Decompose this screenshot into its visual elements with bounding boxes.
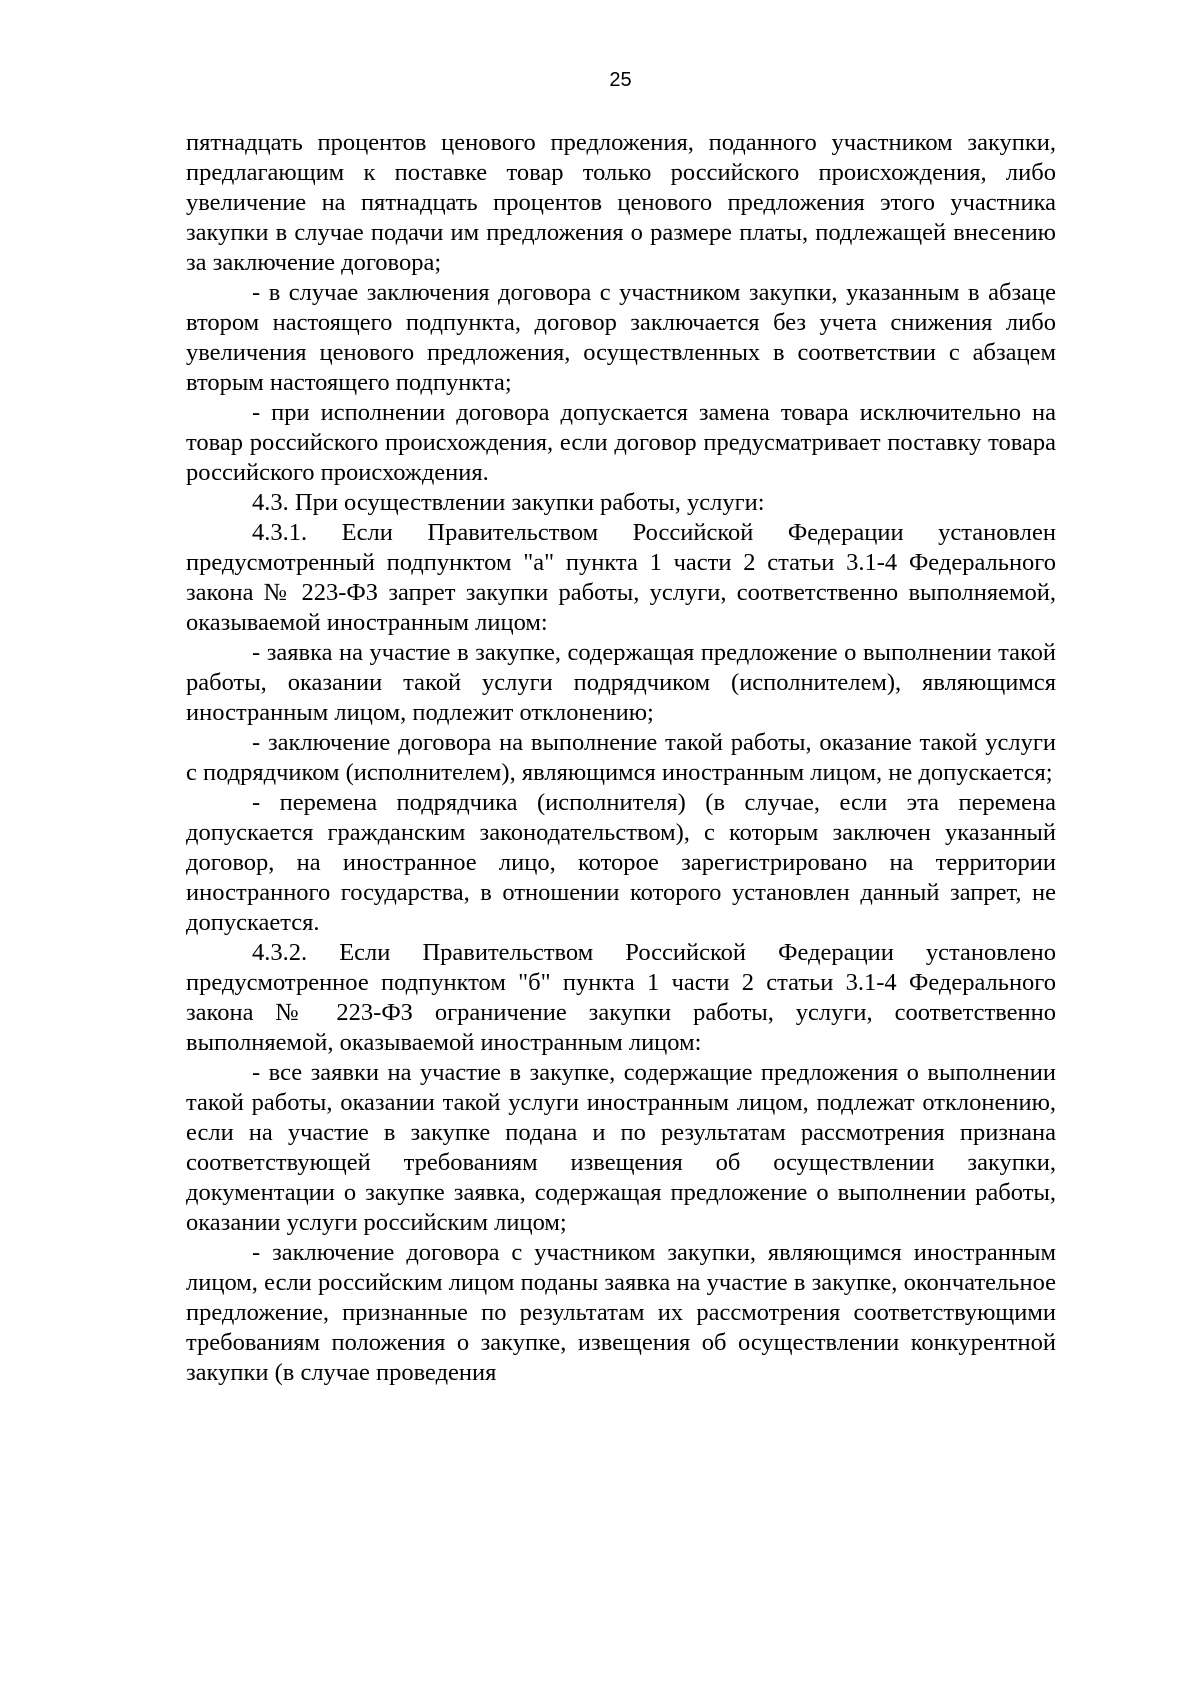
paragraph: - заключение договора на выполнение такой работы, оказание такой услуги с подрядчиком (исполнителем), являющимся иностранным лицом, не допускается;: [186, 729, 1056, 786]
paragraph: пятнадцать процентов ценового предложения, поданного участником закупки, предлагающим к поставке товар только российского происхождения, либо увеличение на пятнадцать процентов ценового предложения этого участника закупки в случае подачи им предложения о размере платы, подлежащей внесению за заключение договора;: [186, 129, 1056, 276]
paragraph: - в случае заключения договора с участником закупки, указанным в абзаце втором настоящего подпункта, договор заключается без учета снижения либо увеличения ценового предложения, осуществленных в соответствии с абзацем вторым настоящего подпункта;: [186, 279, 1056, 396]
paragraph: - заключение договора с участником закупки, являющимся иностранным лицом, если российским лицом поданы заявка на участие в закупке, окончательное предложение, признанные по результатам их рассмотрения соответствующими требованиям положения о закупке, извещения об осуществлении конкурентной закупки (в случае проведения: [186, 1239, 1056, 1386]
paragraph: 4.3.1. Если Правительством Российской Федерации установлен предусмотренный подпунктом "а" пункта 1 части 2 статьи 3.1-4 Федерального закона № 223-ФЗ запрет закупки работы, услуги, соответственно выполняемой, оказываемой иностранным лицом:: [186, 519, 1056, 636]
paragraph: 4.3.2. Если Правительством Российской Федерации установлено предусмотренное подпунктом "б" пункта 1 части 2 статьи 3.1-4 Федерального закона № 223-ФЗ ограничение закупки работы, услуги, соответственно выполняемой, оказываемой иностранным лицом:: [186, 939, 1056, 1056]
paragraph: - все заявки на участие в закупке, содержащие предложения о выполнении такой работы, оказании такой услуги иностранным лицом, подлежат отклонению, если на участие в закупке подана и по результатам рассмотрения признана соответствующей требованиям извещения об осуществлении закупки, документации о закупке заявка, содержащая предложение о выполнении работы, оказании услуги российским лицом;: [186, 1059, 1056, 1236]
paragraph: - заявка на участие в закупке, содержащая предложение о выполнении такой работы, оказании такой услуги подрядчиком (исполнителем), являющимся иностранным лицом, подлежит отклонению;: [186, 639, 1056, 726]
paragraph: - при исполнении договора допускается замена товара исключительно на товар российского происхождения, если договор предусматривает поставку товара российского происхождения.: [186, 399, 1056, 486]
document-body: [186, 128, 1056, 1388]
page-number: 25: [609, 69, 632, 91]
paragraph: - перемена подрядчика (исполнителя) (в случае, если эта перемена допускается гражданским законодательством), с которым заключен указанный договор, на иностранное лицо, которое зарегистрировано на территории иностранного государства, в отношении которого установлен данный запрет, не допускается.: [186, 789, 1056, 936]
section-heading: 4.3. При осуществлении закупки работы, услуги:: [252, 489, 765, 516]
